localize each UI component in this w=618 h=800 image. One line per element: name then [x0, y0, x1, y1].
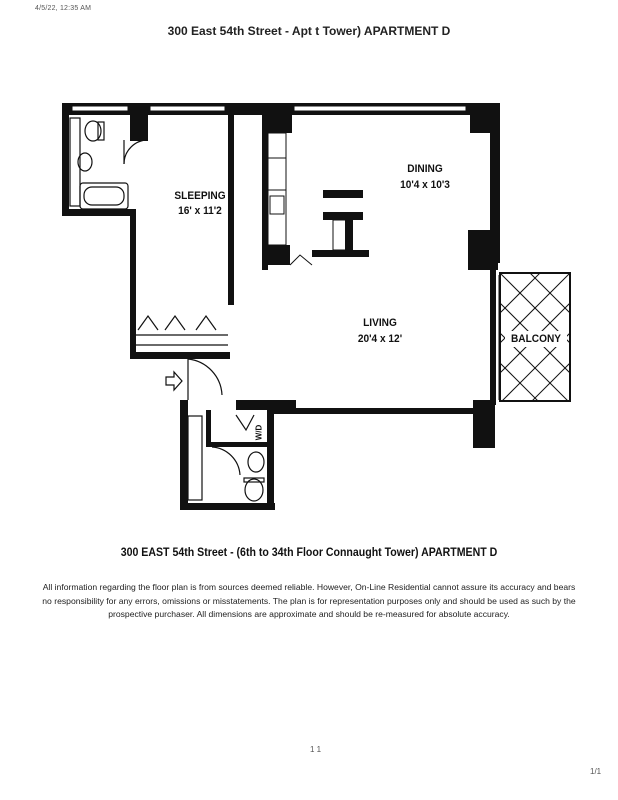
entry-door [188, 359, 222, 400]
sleeping-dimensions: 16' x 11'2 [178, 205, 222, 217]
living-dimensions: 20'4 x 12' [357, 333, 403, 345]
footer-mark: 1 1 [310, 745, 322, 754]
lower-bath-fixtures [188, 415, 264, 501]
sleeping-label: SLEEPING [174, 190, 226, 202]
disclaimer-text: All information regarding the floor plan is from sources deemed reliable. However, On-Line Residential cannot assure its accuracy and bears no responsibility for any errors, omissions or misstatements. The plan is for representation purposes only and should be used as such by the prospective purchaser. All dimensions are approximate and should be re-measured for absolute accuracy. [42, 582, 576, 619]
closet-doors [136, 316, 228, 345]
plan-caption: 300 EAST 54th Street - (6th to 34th Floor Connaught Tower) APARTMENT D [120, 547, 498, 559]
dining-dimensions: 10'4 x 10'3 [400, 179, 450, 191]
balcony-label: BALCONY [510, 333, 562, 345]
kitchen-fixtures [268, 133, 347, 265]
living-label: LIVING [363, 317, 397, 329]
dining-label: DINING [407, 163, 443, 175]
page-number: 1/1 [590, 767, 602, 776]
page-title: 300 East 54th Street - Apt t Tower) APARTMENT D [167, 24, 451, 38]
print-timestamp: 4/5/22, 12:35 AM [35, 5, 92, 12]
washer-dryer-label: W/D [254, 424, 264, 441]
entry-arrow-icon [166, 372, 182, 390]
